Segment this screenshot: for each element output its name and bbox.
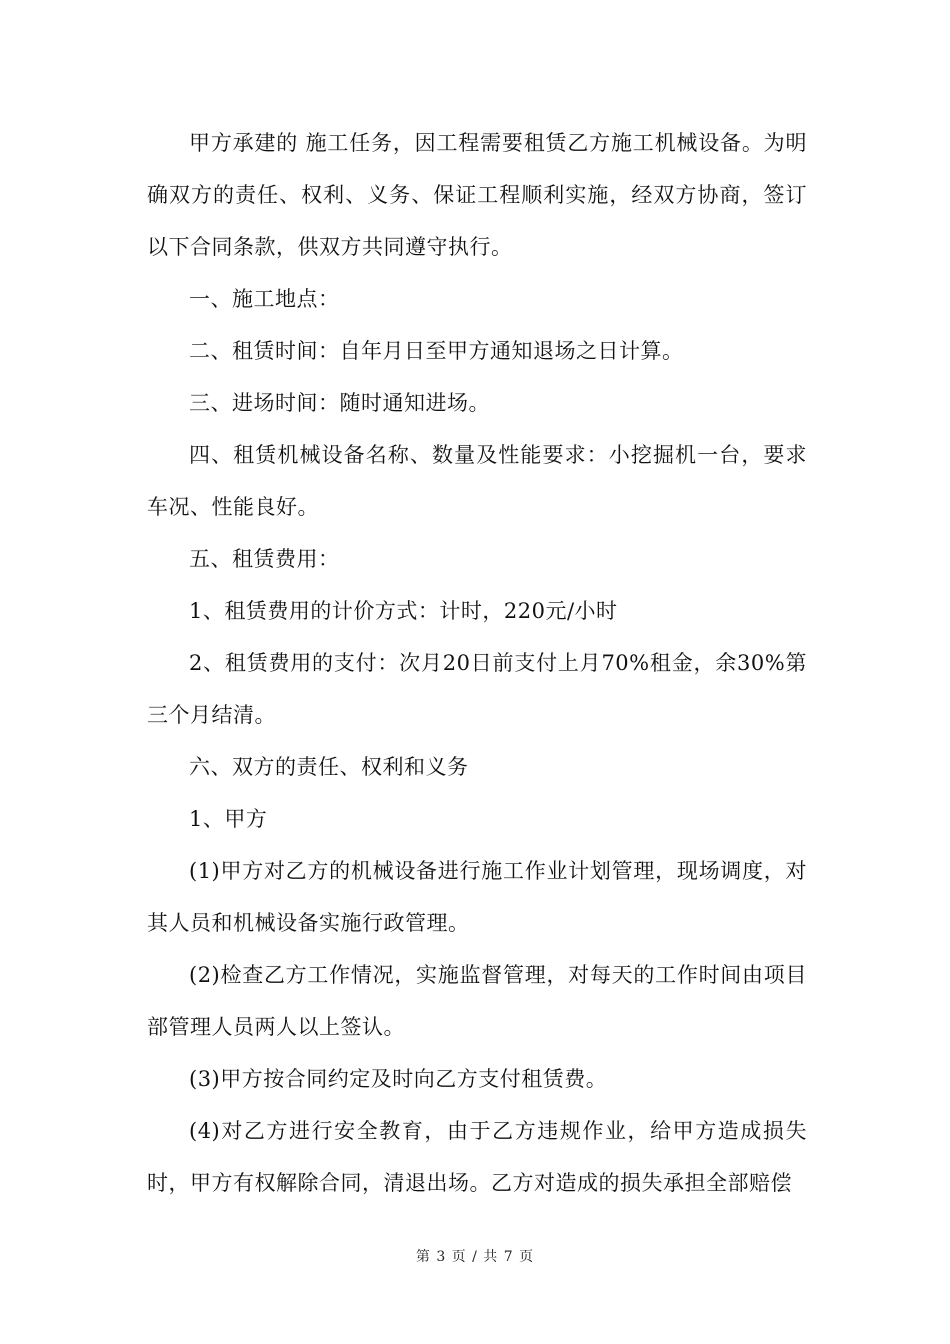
- paragraph-equipment: 四、租赁机械设备名称、数量及性能要求：小挖掘机一台，要求车况、性能良好。: [147, 443, 807, 519]
- page-number-footer: 第 3 页 / 共 7 页: [415, 1249, 535, 1265]
- paragraph-item-3: (3)甲方按合同约定及时向乙方支付租赁费。: [189, 1067, 608, 1091]
- paragraph-item-4: (4)对乙方进行安全教育，由于乙方违规作业，给甲方造成损失时，甲方有权解除合同，清退出场。乙方对造成的损失承担全部赔偿: [147, 1119, 807, 1195]
- paragraph-party-a: 1、甲方: [189, 807, 268, 831]
- paragraph-fee-payment: 2、租赁费用的支付：次月20日前支付上月70%租金，余30%第三个月结清。: [147, 651, 807, 727]
- paragraph-entry-time: 三、进场时间：随时通知进场。: [189, 391, 490, 415]
- paragraph-fee-pricing: 1、租赁费用的计价方式：计时，220元/小时: [189, 599, 618, 623]
- paragraph-duties-heading: 六、双方的责任、权利和义务: [189, 755, 469, 779]
- paragraph-lease-time: 二、租赁时间：自年月日至甲方通知退场之日计算。: [189, 339, 684, 363]
- paragraph-item-1: (1)甲方对乙方的机械设备进行施工作业计划管理，现场调度，对其人员和机械设备实施行政管理。: [147, 859, 807, 935]
- paragraph-intro: 甲方承建的 施工任务，因工程需要租赁乙方施工机械设备。为明确双方的责任、权利、义务、保证工程顺利实施，经双方协商，签订以下合同条款，供双方共同遵守执行。: [147, 131, 807, 259]
- document-body: [147, 117, 807, 1209]
- paragraph-item-2: (2)检查乙方工作情况，实施监督管理，对每天的工作时间由项目部管理人员两人以上签认。: [147, 963, 807, 1039]
- paragraph-fees-heading: 五、租赁费用：: [189, 547, 340, 571]
- paragraph-site: 一、施工地点：: [189, 287, 340, 311]
